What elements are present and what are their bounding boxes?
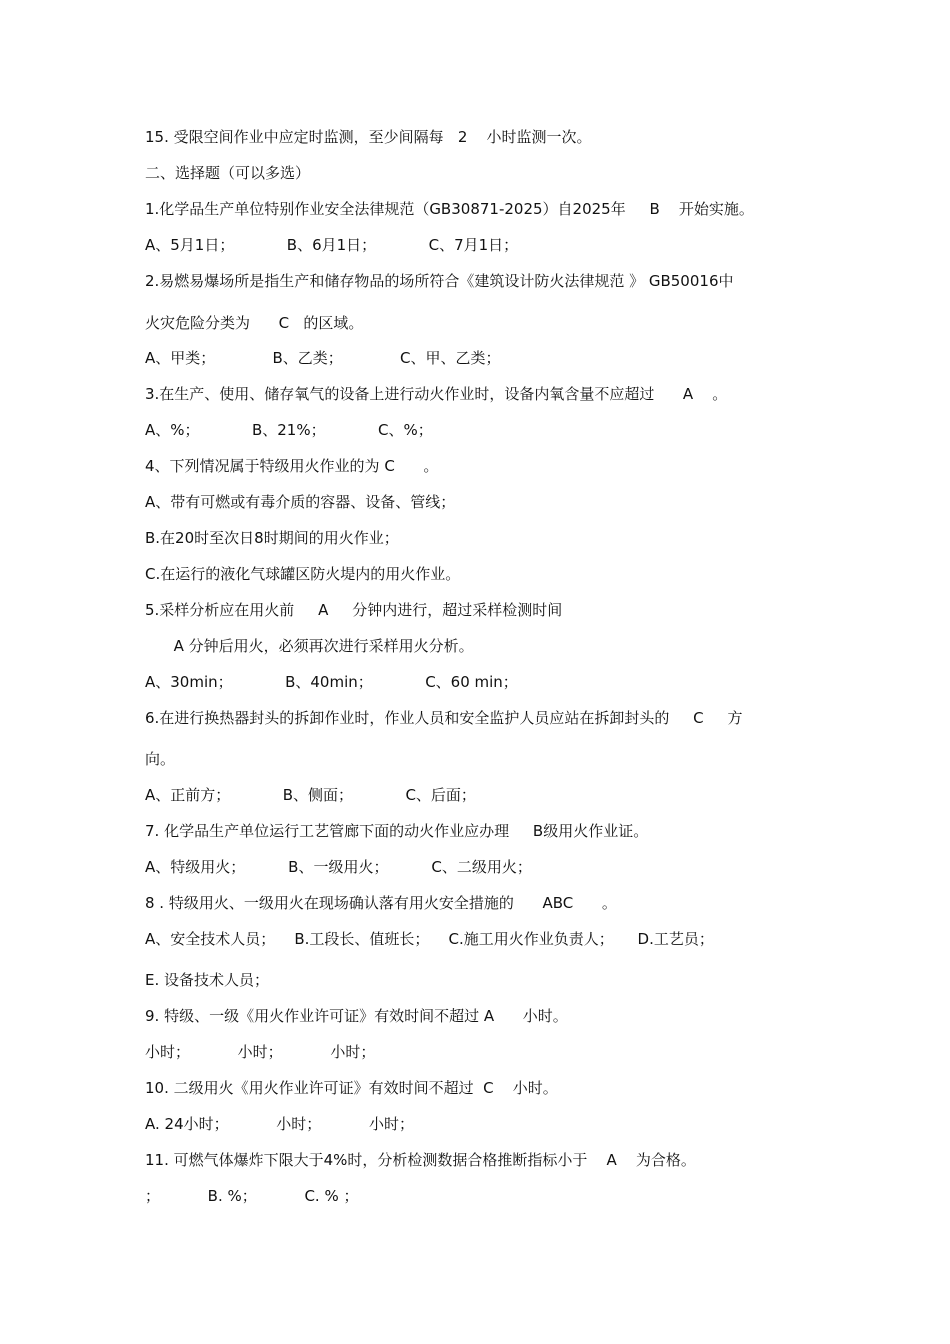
question-4-option-b: B.在20时至次日8时期间的用火作业；: [145, 529, 399, 547]
question-4-text: 4、下列情况属于特级用火作业的为 C 。: [145, 457, 439, 475]
question-5-text-line-2: A 分钟后用火，必须再次进行采样用火分析。: [145, 637, 474, 655]
question-9-text: 9. 特级、一级《用火作业许可证》有效时间不超过 A 小时。: [145, 1007, 568, 1025]
question-15-text: 15. 受限空间作业中应定时监测，至少间隔每 2 小时监测一次。: [145, 128, 592, 146]
question-8-options: A、安全技术人员； B.工段长、值班长； C.施工用火作业负责人； D.工艺员；: [145, 930, 714, 948]
question-6-text-line-2: 向。: [145, 750, 176, 768]
section-heading-multiple-choice: 二、选择题（可以多选）: [145, 164, 311, 182]
question-3-options: A、%； B、21%； C、%；: [145, 421, 433, 439]
question-2-options: A、甲类； B、乙类； C、甲、乙类；: [145, 349, 501, 367]
question-4-option-a: A、带有可燃或有毒介质的容器、设备、管线；: [145, 493, 456, 511]
question-1-text: 1.化学品生产单位特别作业安全法律规范（GB30871-2025）自2025年 B 开始实施。: [145, 200, 754, 218]
question-6-options: A、正前方； B、侧面； C、后面；: [145, 786, 476, 804]
question-9-options: 小时； 小时； 小时；: [145, 1043, 376, 1061]
question-5-options: A、30min； B、40min； C、60 min；: [145, 673, 518, 691]
question-11-options: ； B. %； C. % ；: [145, 1187, 359, 1205]
question-11-text: 11. 可燃气体爆炸下限大于4%时，分析检测数据合格推断指标小于 A 为合格。: [145, 1151, 696, 1169]
question-8-option-e: E. 设备技术人员；: [145, 971, 270, 989]
question-2-text-line-1: 2.易燃易爆场所是指生产和储存物品的场所符合《建筑设计防火法律规范 》 GB50016中: [145, 272, 734, 290]
question-6-text-line-1: 6.在进行换热器封头的拆卸作业时，作业人员和安全监护人员应站在拆卸封头的 C 方: [145, 709, 743, 727]
question-2-text-line-2: 火灾危险分类为 C 的区域。: [145, 314, 364, 332]
question-3-text: 3.在生产、使用、储存氧气的设备上进行动火作业时，设备内氧含量不应超过 A 。: [145, 385, 728, 403]
question-10-options: A. 24小时； 小时； 小时；: [145, 1115, 414, 1133]
question-4-option-c: C.在运行的液化气球罐区防火堤内的用火作业。: [145, 565, 461, 583]
question-7-options: A、特级用火； B、一级用火； C、二级用火；: [145, 858, 532, 876]
question-5-text-line-1: 5.采样分析应在用火前 A 分钟内进行，超过采样检测时间: [145, 601, 563, 619]
question-10-text: 10. 二级用火《用火作业许可证》有效时间不超过 C 小时。: [145, 1079, 558, 1097]
question-1-options: A、5月1日； B、6月1日； C、7月1日；: [145, 236, 519, 254]
question-7-text: 7. 化学品生产单位运行工艺管廊下面的动火作业应办理 B级用火作业证。: [145, 822, 649, 840]
question-8-text: 8 . 特级用火、一级用火在现场确认落有用火安全措施的 ABC 。: [145, 894, 617, 912]
